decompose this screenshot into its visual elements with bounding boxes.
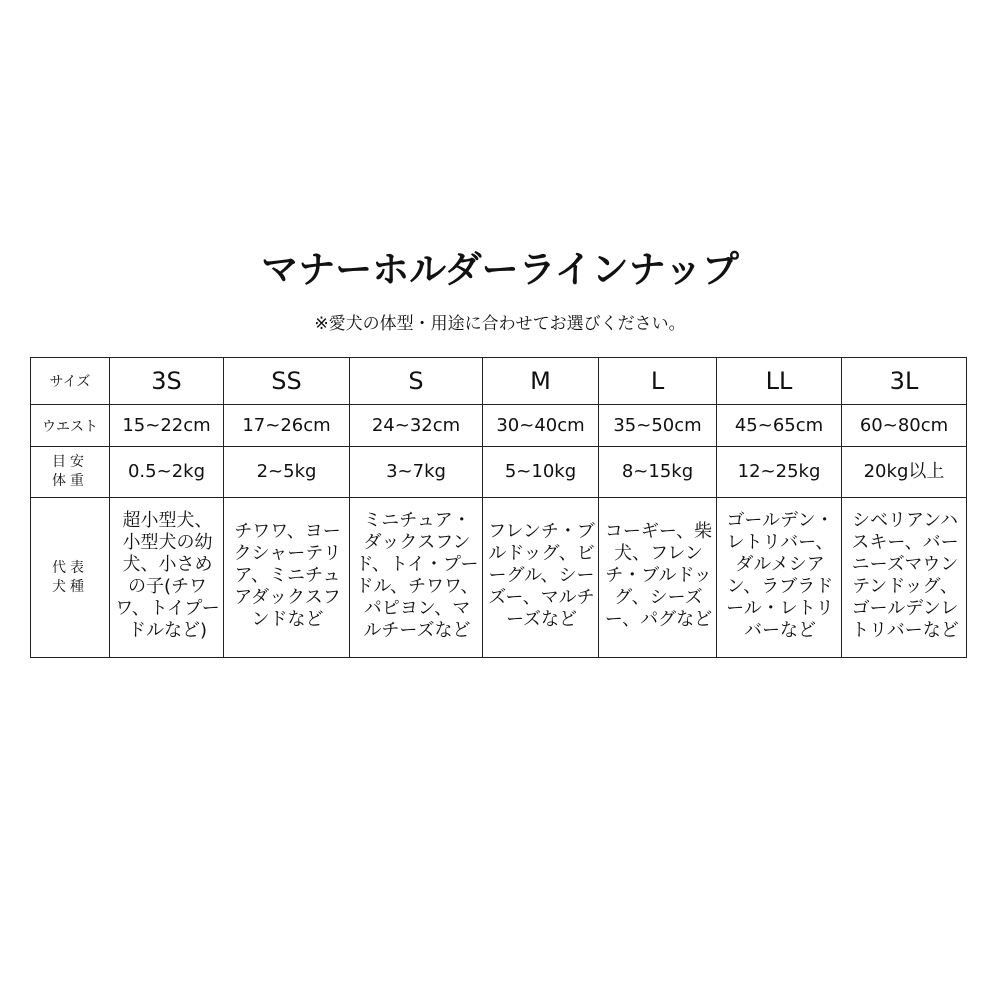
row-label-weight-line2: 体重 [52, 473, 88, 489]
weight-cell [224, 447, 350, 498]
size-value: S [408, 367, 424, 395]
weight-cell [599, 447, 717, 498]
waist-value: 17~26cm [242, 414, 331, 436]
size-cell [224, 358, 350, 405]
weight-cell [483, 447, 599, 498]
size-cell [842, 358, 967, 405]
size-value: 3S [151, 367, 182, 395]
size-cell [717, 358, 842, 405]
page-subtitle: ※愛犬の体型・用途に合わせてお選びください。 [314, 314, 686, 334]
breeds-value: フレンチ・ブルドッグ、ビーグル、シーズー、マルチーズなど [488, 521, 595, 630]
waist-cell [483, 405, 599, 447]
table-row-weight [31, 447, 967, 498]
weight-cell [110, 447, 224, 498]
waist-cell [599, 405, 717, 447]
size-value: SS [271, 367, 302, 395]
weight-value: 0.5~2kg [127, 461, 205, 482]
size-value: 3L [889, 367, 919, 395]
weight-value: 12~25kg [737, 461, 821, 482]
waist-value: 30~40cm [496, 414, 585, 436]
size-cell [350, 358, 483, 405]
table-row-waist [31, 405, 967, 447]
size-cell [483, 358, 599, 405]
table-row-size [31, 358, 967, 405]
size-cell [599, 358, 717, 405]
waist-cell [110, 405, 224, 447]
breeds-cell [350, 498, 483, 658]
breeds-cell [224, 498, 350, 658]
weight-value: 5~10kg [504, 461, 577, 482]
size-lineup-table [30, 357, 967, 658]
waist-cell [717, 405, 842, 447]
waist-cell [350, 405, 483, 447]
weight-value: 2~5kg [256, 461, 317, 482]
waist-value: 45~65cm [734, 414, 824, 436]
size-value: LL [765, 367, 793, 395]
row-label-waist-text: ウエスト [42, 418, 98, 435]
weight-cell [350, 447, 483, 498]
row-label-weight-text [52, 453, 88, 491]
row-label-breeds-line2: 犬種 [52, 578, 88, 595]
size-cell [110, 358, 224, 405]
breeds-cell [483, 498, 599, 658]
row-label-weight [31, 447, 110, 498]
page-title: マナーホルダーラインナップ [261, 248, 739, 291]
breeds-value: ミニチュア・ダックスフンド、トイ・プードル、チワワ、パピヨン、マルチーズなど [355, 510, 479, 641]
breeds-value: コーギー、柴犬、フレンチ・ブルドッグ、シーズー、パグなど [604, 521, 713, 630]
breeds-value: シベリアンハスキー、バーニーズマウンテンドッグ、ゴールデンレトリバーなど [851, 510, 959, 641]
breeds-value: チワワ、ヨークシャーテリア、ミニチュアダックスフンドなど [233, 521, 342, 630]
row-label-size-text: サイズ [49, 374, 91, 390]
waist-value: 15~22cm [122, 414, 211, 436]
waist-cell [224, 405, 350, 447]
size-value: L [650, 367, 665, 395]
weight-value: 20kg以上 [863, 461, 945, 482]
breeds-cell [110, 498, 224, 658]
row-label-breeds-line1: 代表 [52, 559, 88, 576]
breeds-value: ゴールデン・レトリバー、ダルメシアン、ラブラドール・レトリバーなど [726, 510, 834, 641]
row-label-breeds [31, 498, 110, 658]
weight-value: 3~7kg [386, 461, 446, 482]
row-label-breeds-text [52, 559, 88, 597]
table-row-breeds [31, 498, 967, 658]
row-label-weight-line1: 目安 [52, 454, 88, 470]
breeds-value: 超小型犬、小型犬の幼犬、小さめの子(チワワ、トイプードルなど) [115, 510, 220, 641]
row-label-waist [31, 405, 110, 447]
breeds-cell [842, 498, 967, 658]
weight-cell [842, 447, 967, 498]
weight-cell [717, 447, 842, 498]
waist-value: 60~80cm [859, 414, 949, 436]
row-label-size [31, 358, 110, 405]
waist-cell [842, 405, 967, 447]
weight-value: 8~15kg [621, 461, 694, 482]
waist-value: 24~32cm [371, 414, 461, 436]
breeds-cell [599, 498, 717, 658]
breeds-cell [717, 498, 842, 658]
waist-value: 35~50cm [613, 414, 702, 436]
size-value: M [530, 367, 551, 395]
